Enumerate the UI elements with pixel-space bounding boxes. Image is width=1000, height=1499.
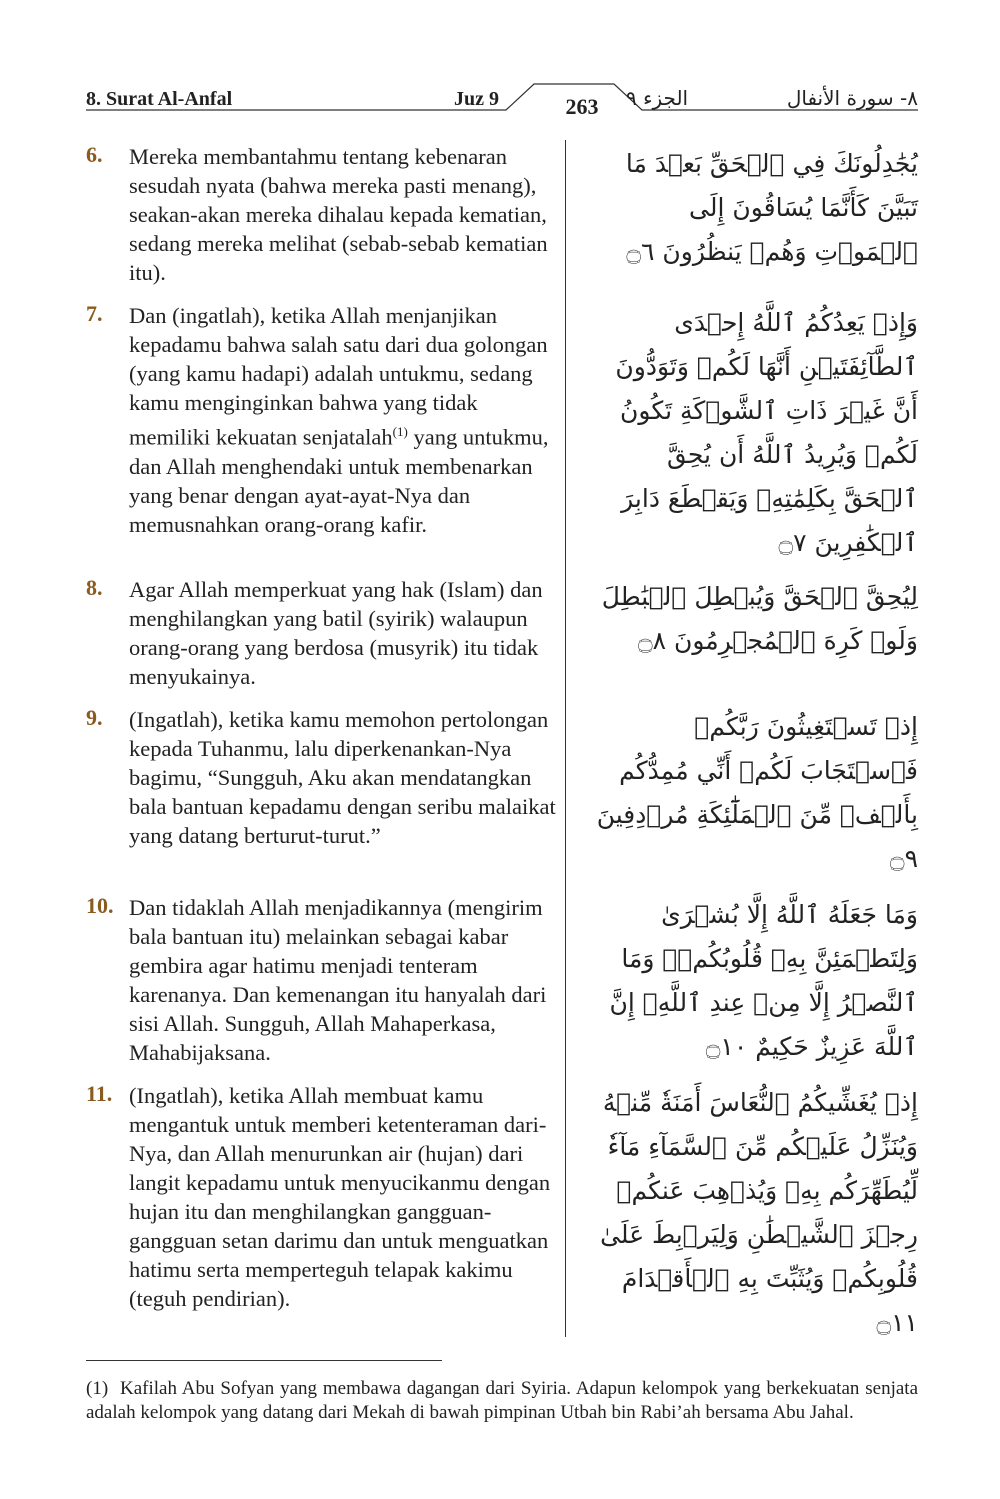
verse-number: 10. xyxy=(86,893,114,918)
footnote-mark: (1) xyxy=(86,1378,109,1399)
verse-number: 6. xyxy=(86,142,103,167)
juz-label: Juz 9 xyxy=(454,88,499,110)
footnote-text: Kafilah Abu Sofyan yang membawa dagangan dari Syiria. Adapun kelompok yang berkekuatan senjata adalah kelompok yang datang dari Mekah di bawah pimpinan Utbah bin Rabi’ah bersama Abu Jahal. xyxy=(86,1378,918,1423)
juz-label-arabic: الجزء ٩ xyxy=(626,86,689,110)
verse-number: 7. xyxy=(86,301,103,326)
footnote-reference: (1) xyxy=(392,424,408,439)
verse-arabic: وَإِذۡ يَعِدُكُمُ ٱللَّهُ إِحۡدَى ٱلطَّآئِفَتَيۡنِ أَنَّهَا لَكُمۡ وَتَوَدُّونَ أَنَّ غَيۡرَ ذَاتِ ٱلشَّوۡكَةِ تَكُونُ لَكُمۡ وَيُرِيدُ ٱللَّهُ أَن يُحِقَّ ٱلۡحَقَّ بِكَلِمَٰتِهِۦ وَيَقۡطَعَ دَابِرَ ٱلۡكَٰفِرِينَ ۝٧ xyxy=(615,308,918,557)
verse-arabic: إِذۡ تَسۡتَغِيثُونَ رَبَّكُمۡ فَٱسۡتَجَابَ لَكُمۡ أَنِّي مُمِدُّكُم بِأَلۡفٖ مِّنَ ٱلۡمَلَٰٓئِكَةِ مُرۡدِفِينَ ۝٩ xyxy=(596,712,918,873)
surah-title-latin: 8. Surat Al-Anfal xyxy=(86,88,233,110)
translation-part: yang untukmu, dan Allah menghendaki untuk membenarkan yang benar dengan ayat-ayat-Nya dan memusnahkan orang-orang kafir. xyxy=(129,424,549,537)
verse-number: 11. xyxy=(86,1081,113,1106)
verse-translation: Mereka membantahmu tentang kebenaran sesudah nyata (bahwa mereka pasti menang), seakan-akan mereka dihalau kepada kematian, sedang mereka melihat (sebab-sebab kematian itu). xyxy=(129,144,548,285)
verse-translation: (Ingatlah), ketika kamu memohon pertolongan kepada Tuhanmu, lalu diperkenankan-Nya bagimu, “Sungguh, Aku akan mendatangkan bala bantuan kepadamu dengan seribu malaikat yang datang berturut-turut.” xyxy=(129,707,556,848)
verse-arabic: يُجَٰدِلُونَكَ فِي ٱلۡحَقِّ بَعۡدَ مَا تَبَيَّنَ كَأَنَّمَا يُسَاقُونَ إِلَى ٱلۡمَوۡتِ وَهُمۡ يَنظُرُونَ ۝٦ xyxy=(625,149,918,266)
verse-translation: (Ingatlah), ketika Allah membuat kamu mengantuk untuk memberi ketenteraman dari-Nya, dan Allah menurunkan air (hujan) dari langit kepadamu untuk menyucikanmu dengan hujan itu dan menghilangkan gangguan-gangguan setan darimu dan untuk menguatkan hatimu serta memperteguh telapak kakimu (teguh pendirian). xyxy=(129,1083,551,1311)
verse-translation: Agar Allah memperkuat yang hak (Islam) dan menghilangkan yang batil (syirik) walaupun orang-orang yang berdosa (musyrik) itu tidak menyukainya. xyxy=(129,577,543,689)
column-divider xyxy=(565,140,566,1337)
page-header xyxy=(86,80,918,124)
verse-number: 8. xyxy=(86,575,103,600)
footnote xyxy=(86,1377,918,1425)
verse-number: 9. xyxy=(86,705,103,730)
footnote-rule xyxy=(86,1360,442,1361)
translation-part: Dan (ingatlah), ketika Allah menjanjikan kepadamu bahwa salah satu dari dua golongan (yang kamu hadapi) adalah untukmu, sedang kamu menginginkan bahwa yang tidak memiliki kekuatan senjatalah xyxy=(129,303,548,450)
surah-title-arabic: ٨- سورة الأنفال xyxy=(786,86,918,110)
verse-translation xyxy=(129,301,559,539)
verse-arabic: وَمَا جَعَلَهُ ٱللَّهُ إِلَّا بُشۡرَىٰ وَلِتَطۡمَئِنَّ بِهِۦ قُلُوبُكُمۡۚ وَمَا ٱلنَّصۡرُ إِلَّا مِنۡ عِندِ ٱللَّهِۚ إِنَّ ٱللَّهَ عَزِيزٌ حَكِيمٌ ۝١٠ xyxy=(609,900,918,1061)
verse-arabic: لِيُحِقَّ ٱلۡحَقَّ وَيُبۡطِلَ ٱلۡبَٰطِلَ وَلَوۡ كَرِهَ ٱلۡمُجۡرِمُونَ ۝٨ xyxy=(601,582,918,655)
page-number: 263 xyxy=(565,94,599,119)
verse-arabic: إِذۡ يُغَشِّيكُمُ ٱلنُّعَاسَ أَمَنَةٗ مِّنۡهُ وَيُنَزِّلُ عَلَيۡكُم مِّنَ ٱلسَّمَآءِ مَآءٗ لِّيُطَهِّرَكُم بِهِۦ وَيُذۡهِبَ عَنكُمۡ رِجۡزَ ٱلشَّيۡطَٰنِ وَلِيَرۡبِطَ عَلَىٰ قُلُوبِكُمۡ وَيُثَبِّتَ بِهِ ٱلۡأَقۡدَامَ ۝١١ xyxy=(600,1088,918,1337)
verse-translation: Dan tidaklah Allah menjadikannya (mengirim bala bantuan itu) melainkan sebagai kabar gembira agar hatimu menjadi tenteram karenanya. Dan kemenangan itu hanyalah dari sisi Allah. Sungguh, Allah Mahaperkasa, Mahabijaksana. xyxy=(129,895,547,1065)
